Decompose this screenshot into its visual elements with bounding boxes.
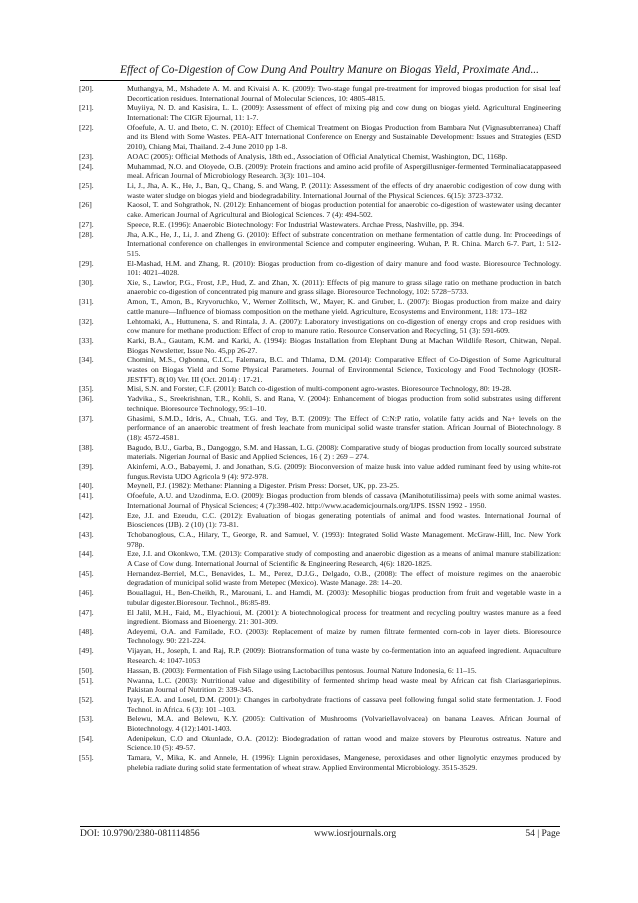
reference-item	[79, 317, 561, 336]
reference-number: [54].	[79, 733, 94, 743]
reference-number: [29].	[79, 258, 94, 268]
reference-item	[79, 753, 561, 772]
reference-number: [53].	[79, 714, 94, 724]
reference-text: Akinfemi, A.O., Babayemi, J. and Jonathan, S.G. (2009): Bioconversion of maize husk into value added ruminant feed by using white-rot fungus.Revista UDO Agricola 9 (4): 972-978.	[127, 461, 561, 481]
reference-text: Adenipekun, C.O and Okunlade, O.A. (2012): Biodegradation of rattan wood and maize stovers by Pleurotus ostreatus. Nature and Science.10 (5): 49-57.	[127, 733, 561, 753]
reference-text: Speece, R.E. (1996): Anaerobic Biotechnology: For Industrial Wastewaters. Archae Press, Nashville, pp. 394.	[127, 219, 464, 229]
reference-number: [46].	[79, 588, 94, 598]
reference-number: [38].	[79, 442, 94, 452]
reference-text: Misi, S.N. and Forster, C.F. (2001): Batch co-digestion of multi-component agro-wastes. Bioresource Technology, 80: 19-28.	[127, 384, 512, 394]
reference-item	[79, 443, 561, 462]
reference-item	[79, 152, 561, 162]
reference-text: Muhammad, N.O. and Oloyede, O.B. (2009): Protein fractions and amino acid profile of Aspergillusniger-fermented Terminaliacatappaseed meal. African Journal of Microbiology Research. 3(3): 101–104.	[127, 161, 561, 181]
reference-item	[79, 278, 561, 297]
reference-item	[79, 491, 561, 510]
reference-number: [21].	[79, 103, 94, 113]
reference-text: Nwanna, L.C. (2003): Nutritional value and digestibility of fermented shrimp head waste meal by African cat fish Clariasgariepinus. Pakistan Journal of Nutrition 2: 339-345.	[127, 675, 561, 695]
reference-text: Lehtomaki, A., Huttunena, S. and Rintala, J. A. (2007): Laboratory investigations on co-digestion of energy crops and crop residues with cow manure for methane production: Effect of crop to manure ratio. Resource Conservation and Recycling, 51 (3): 591-609.	[127, 316, 561, 336]
reference-number: [25].	[79, 180, 94, 190]
reference-item	[79, 549, 561, 568]
reference-text: Hernandez-Berriel, M.C., Benavides, L. M., Perez, D.J.G., Delgado, O.B., (2008): The effect of moisture regimes on the anaerobic degradation of municipal solid waste from Metepec (Mexico). Waste Manage. 28: 14–20.	[127, 568, 561, 588]
reference-text: Ofoefule, A. U. and Ibeto, C. N. (2010): Effect of Chemical Treatment on Biogas Production from Bambara Nut (Vignasubterranea) Chaff and its Blend with Some Wastes. PEA-AIT International Conference on Energy and Sustainable Development: Issues and Strategies (ESD 2010), Chiang Mai, Thailand. 2-4 June 2010 pp 1-8.	[127, 122, 561, 151]
reference-item	[79, 511, 561, 530]
reference-number: [22].	[79, 122, 94, 132]
reference-text: Chomini, M.S., Ogbonna, C.I.C., Falemara, B.C. and Thlama, D.M. (2014): Comparative Effect of Co-Digestion of Some Agricultural wastes on Biogas Yield and Some Physical Parameters. Journal of Environmental Science, Toxicology and Food Technology (IOSR-JESTFT). 8(10) Ver. III (Oct. 2014) : 17-21.	[127, 355, 561, 384]
reference-text: El Jalil, M.H., Faid, M., Elyachioui, M. (2001): A biotechnological process for treatment and recycling poultry wastes manure as a feed ingredient. Biomass and Bioenergy. 21: 301-309.	[127, 607, 561, 627]
reference-number: [55].	[79, 753, 94, 763]
reference-number: [45].	[79, 568, 94, 578]
reference-number: [33].	[79, 336, 94, 346]
reference-number: [28].	[79, 229, 94, 239]
reference-text: Li, J., Jha, A. K., He, J., Ban, Q., Chang, S. and Wang, P. (2011): Assessment of the effects of dry anaerobic codigestion of cow dung with waste water sludge on biogas yield and biodegradability. International Journal of the Physical Sciences. 6(15): 3723-3732.	[127, 180, 561, 200]
reference-number: [51].	[79, 675, 94, 685]
reference-list	[79, 84, 561, 773]
reference-item	[79, 200, 561, 219]
reference-item	[79, 676, 561, 695]
reference-text: Adeyemi, O.A. and Familade, F.O. (2003): Replacement of maize by rumen filtrate fermented corn-cob in layer diets. Bioresource Technology. 90: 221-224.	[127, 626, 561, 646]
reference-text: Tamara, V., Mika, K. and Annele, H. (1996): Lignin peroxidases, Mangenese, peroxidases and other lignolytic enzymes produced by phelebia radiate during solid state fermentation of wheat straw. Applied Environmental Microbiology. 3515-3529.	[127, 753, 561, 772]
reference-item	[79, 123, 561, 152]
page-footer	[80, 829, 560, 841]
reference-number: [44].	[79, 549, 94, 559]
running-header: Effect of Co-Digestion of Cow Dung And Poultry Manure on Biogas Yield, Proximate And...	[120, 64, 539, 76]
reference-text: El-Mashad, H.M. and Zhang, R. (2010): Biogas production from co-digestion of dairy manure and food waste. Bioresource Technology. 101: 4021–4028.	[127, 258, 561, 278]
reference-text: Ofoefule, A.U. and Uzodinma, E.O. (2009): Biogas production from blends of cassava (Manihotutilissima) peels with some animal wastes. International Journal of Physical Sciences; 4 (7):398-402. http://www.academicjournals.org/IJPS. ISSN 1992 - 1950.	[127, 491, 561, 510]
reference-number: [35].	[79, 384, 94, 394]
reference-item	[79, 608, 561, 627]
reference-number: [47].	[79, 607, 94, 617]
reference-item	[79, 220, 561, 230]
reference-number: [50].	[79, 665, 94, 675]
reference-number: [24].	[79, 161, 94, 171]
reference-number: [49].	[79, 646, 94, 656]
reference-text: Bouallagui, H., Ben-Cheikh, R., Marouani, L. and Hamdi, M. (2003): Mesophilic biogas production from fruit and vegetable waste in a tubular digester.Bioresour. Technol., 86:85-89.	[127, 588, 561, 607]
reference-item	[79, 646, 561, 665]
reference-text: Eze, J.I. and Okonkwo, T.M. (2013): Comparative study of composting and anaerobic digestion as a means of animal manure stabilization: A Case of Cow dung. International Journal of Scientific & Engineering Research, 4(6): 1820-1825.	[127, 549, 561, 568]
footer-page-number: 54 | Page	[525, 829, 560, 839]
reference-number: [42].	[79, 510, 94, 520]
reference-item	[79, 588, 561, 607]
reference-item	[79, 734, 561, 753]
reference-number: [37].	[79, 413, 94, 423]
reference-text: Jha, A.K., He, J., Li, J. and Zheng G. (2010): Effect of substrate concentration on methane fermentation of cattle dung. In: Proceedings of International conference on challenges in environmental Science and computer engineering. Wuhan, P. R. China. March 6-7. Part, 1: 512-515.	[127, 229, 561, 258]
reference-item	[79, 230, 561, 259]
reference-item	[79, 695, 561, 714]
reference-item	[79, 714, 561, 733]
reference-number: [31].	[79, 297, 94, 307]
reference-text: Meynell, P.J. (1982): Methane: Planning a Digester. Prism Press: Dorset, UK, pp. 23-25.	[127, 481, 400, 491]
header-rule	[80, 80, 560, 81]
reference-number: [30].	[79, 277, 94, 287]
reference-text: Vijayan, H., Joseph, I. and Raj, R.P. (2009): Biotransformation of tuna waste by co-fermentation into an aquafeed ingredient. Aquaculture Research. 4: 1047-1053	[127, 646, 561, 665]
reference-item	[79, 384, 561, 394]
reference-item	[79, 462, 561, 481]
reference-text: Hassan, B. (2003): Fermentation of Fish Silage using Lactobacillus pentosus. Journal Nature Indonesia, 6: 11–15.	[127, 665, 477, 675]
reference-text: Xie, S., Lawlor, P.G., Frost, J.P., Hud, Z. and Zhan, X. (2011): Effects of pig manure to grass silage ratio on methane production in batch anaerobic co-digestion of concentrated pig manure and grass silage. Bioresource Technology, 102: 5728−5733.	[127, 277, 561, 297]
reference-number: [41].	[79, 491, 94, 501]
reference-number: [43].	[79, 529, 94, 539]
reference-text: Iyayi, E.A. and Losel, D.M. (2001): Changes in carbohydrate fractions of cassava peel following fungal solid state fermentation. J. Food Technol. in Africa. 6 (3): 101 –103.	[127, 694, 561, 714]
reference-text: Bagudo, B.U., Garba, B., Dangoggo, S.M. and Hassan, L.G. (2008): Comparative study of biogas production from locally sourced substrate materials. Nigerian Journal of Basic and Applied Sciences, 16 ( 2) : 269 – 274.	[127, 442, 561, 462]
reference-text: AOAC (2005): Official Methods of Analysis, 18th ed., Association of Official Analytical Chemist, Washington, DC, 1168p.	[127, 151, 508, 161]
reference-item	[79, 84, 561, 103]
reference-text: Yadvika., S., Sreekrishnan, T.R., Kohli, S. and Rana, V. (2004): Enhancement of biogas production from solid substrates using different technique. Bioresource Technology, 95:1–10.	[127, 394, 561, 413]
reference-text: Eze, J.I. and Ezeudu, C.C. (2012): Evaluation of biogas generating potentials of animal and food wastes. International Journal of Biosciences (IJB). 2 (10) (1): 73-81.	[127, 510, 561, 530]
reference-item	[79, 530, 561, 549]
reference-number: [39].	[79, 461, 94, 471]
reference-text: Tchobanoglous, C.A., Hilary, T., George, R. and Samuel, V. (1993): Integrated Solid Waste Management. McGraw-Hill, Inc. New York 978p.	[127, 529, 561, 549]
reference-number: [27].	[79, 219, 94, 229]
reference-text: Karki, B.A., Gautam, K.M. and Karki, A. (1994): Biogas Installation from Elephant Dung at Machan Wildlife Resort, Chitwan, Nepal. Biogas Newsletter, Issue No. 45,pp 26-27.	[127, 336, 561, 355]
reference-number: [34].	[79, 355, 94, 365]
reference-item	[79, 259, 561, 278]
reference-number: [32].	[79, 316, 94, 326]
reference-text: Muyiiya, N. D. and Kasisira, L. L. (2009): Assessment of effect of mixing pig and cow dung on biogas yield. Agricultural Engineering International: The CIGR Ejournal, 11: 1-7.	[127, 103, 561, 122]
reference-item	[79, 414, 561, 443]
reference-number: [26]	[79, 200, 92, 210]
footer-doi: DOI: 10.9790/2380-081114856	[80, 829, 200, 839]
reference-item	[79, 103, 561, 122]
reference-item	[79, 297, 561, 316]
reference-number: [52].	[79, 694, 94, 704]
reference-item	[79, 481, 561, 491]
footer-website: www.iosrjournals.org	[314, 829, 397, 839]
reference-item	[79, 627, 561, 646]
reference-number: [40].	[79, 481, 94, 491]
reference-item	[79, 666, 561, 676]
reference-item	[79, 162, 561, 181]
reference-text: Belewu, M.A. and Belewu, K.Y. (2005): Cultivation of Mushrooms (Volvariellavolvacea) on banana Leaves. African Journal of Biotechnology. 4 (12):1401-1403.	[127, 714, 561, 733]
reference-item	[79, 355, 561, 384]
reference-number: [36].	[79, 394, 94, 404]
reference-item	[79, 336, 561, 355]
reference-text: Ghasimi, S.M.D., Idris, A., Chuah, T.G. and Tey, B.T. (2009): The Effect of C:N:P ratio, volatile fatty acids and Na+ levels on the performance of an anaerobic treatment of fresh leachate from municipal solid waste transfer station. African Journal of Biotechnology. 8 (18): 4572-4581.	[127, 413, 561, 442]
footer-rule	[80, 826, 560, 827]
reference-number: [20].	[79, 84, 94, 93]
reference-text: Muthangya, M., Mshadete A. M. and Kivaisi A. K. (2009): Two-stage fungal pre-treatment for improved biogas production for sisal leaf Decortication residues. International Journal of Molecular Sciences, 10: 4805-4815.	[127, 84, 561, 103]
reference-number: [23].	[79, 151, 94, 161]
reference-item	[79, 181, 561, 200]
reference-text: Kaosol, T. and Sohgrathok, N. (2012): Enhancement of biogas production potential for anaerobic co-digestion of wastewater using decanter cake. American Journal of Agricultural and Biological Sciences. 7 (4): 494-502.	[127, 200, 561, 219]
reference-text: Amon, T., Amon, B., Kryvoruchko, V., Werner Zollitsch, W., Mayer, K. and Gruber, L. (2007): Biogas production from maize and dairy cattle manure—Influence of biomass composition on the methane yield. Agriculture, Ecosystems and Environment, 118: 173–182	[127, 297, 561, 316]
reference-number: [48].	[79, 626, 94, 636]
reference-item	[79, 394, 561, 413]
reference-item	[79, 569, 561, 588]
